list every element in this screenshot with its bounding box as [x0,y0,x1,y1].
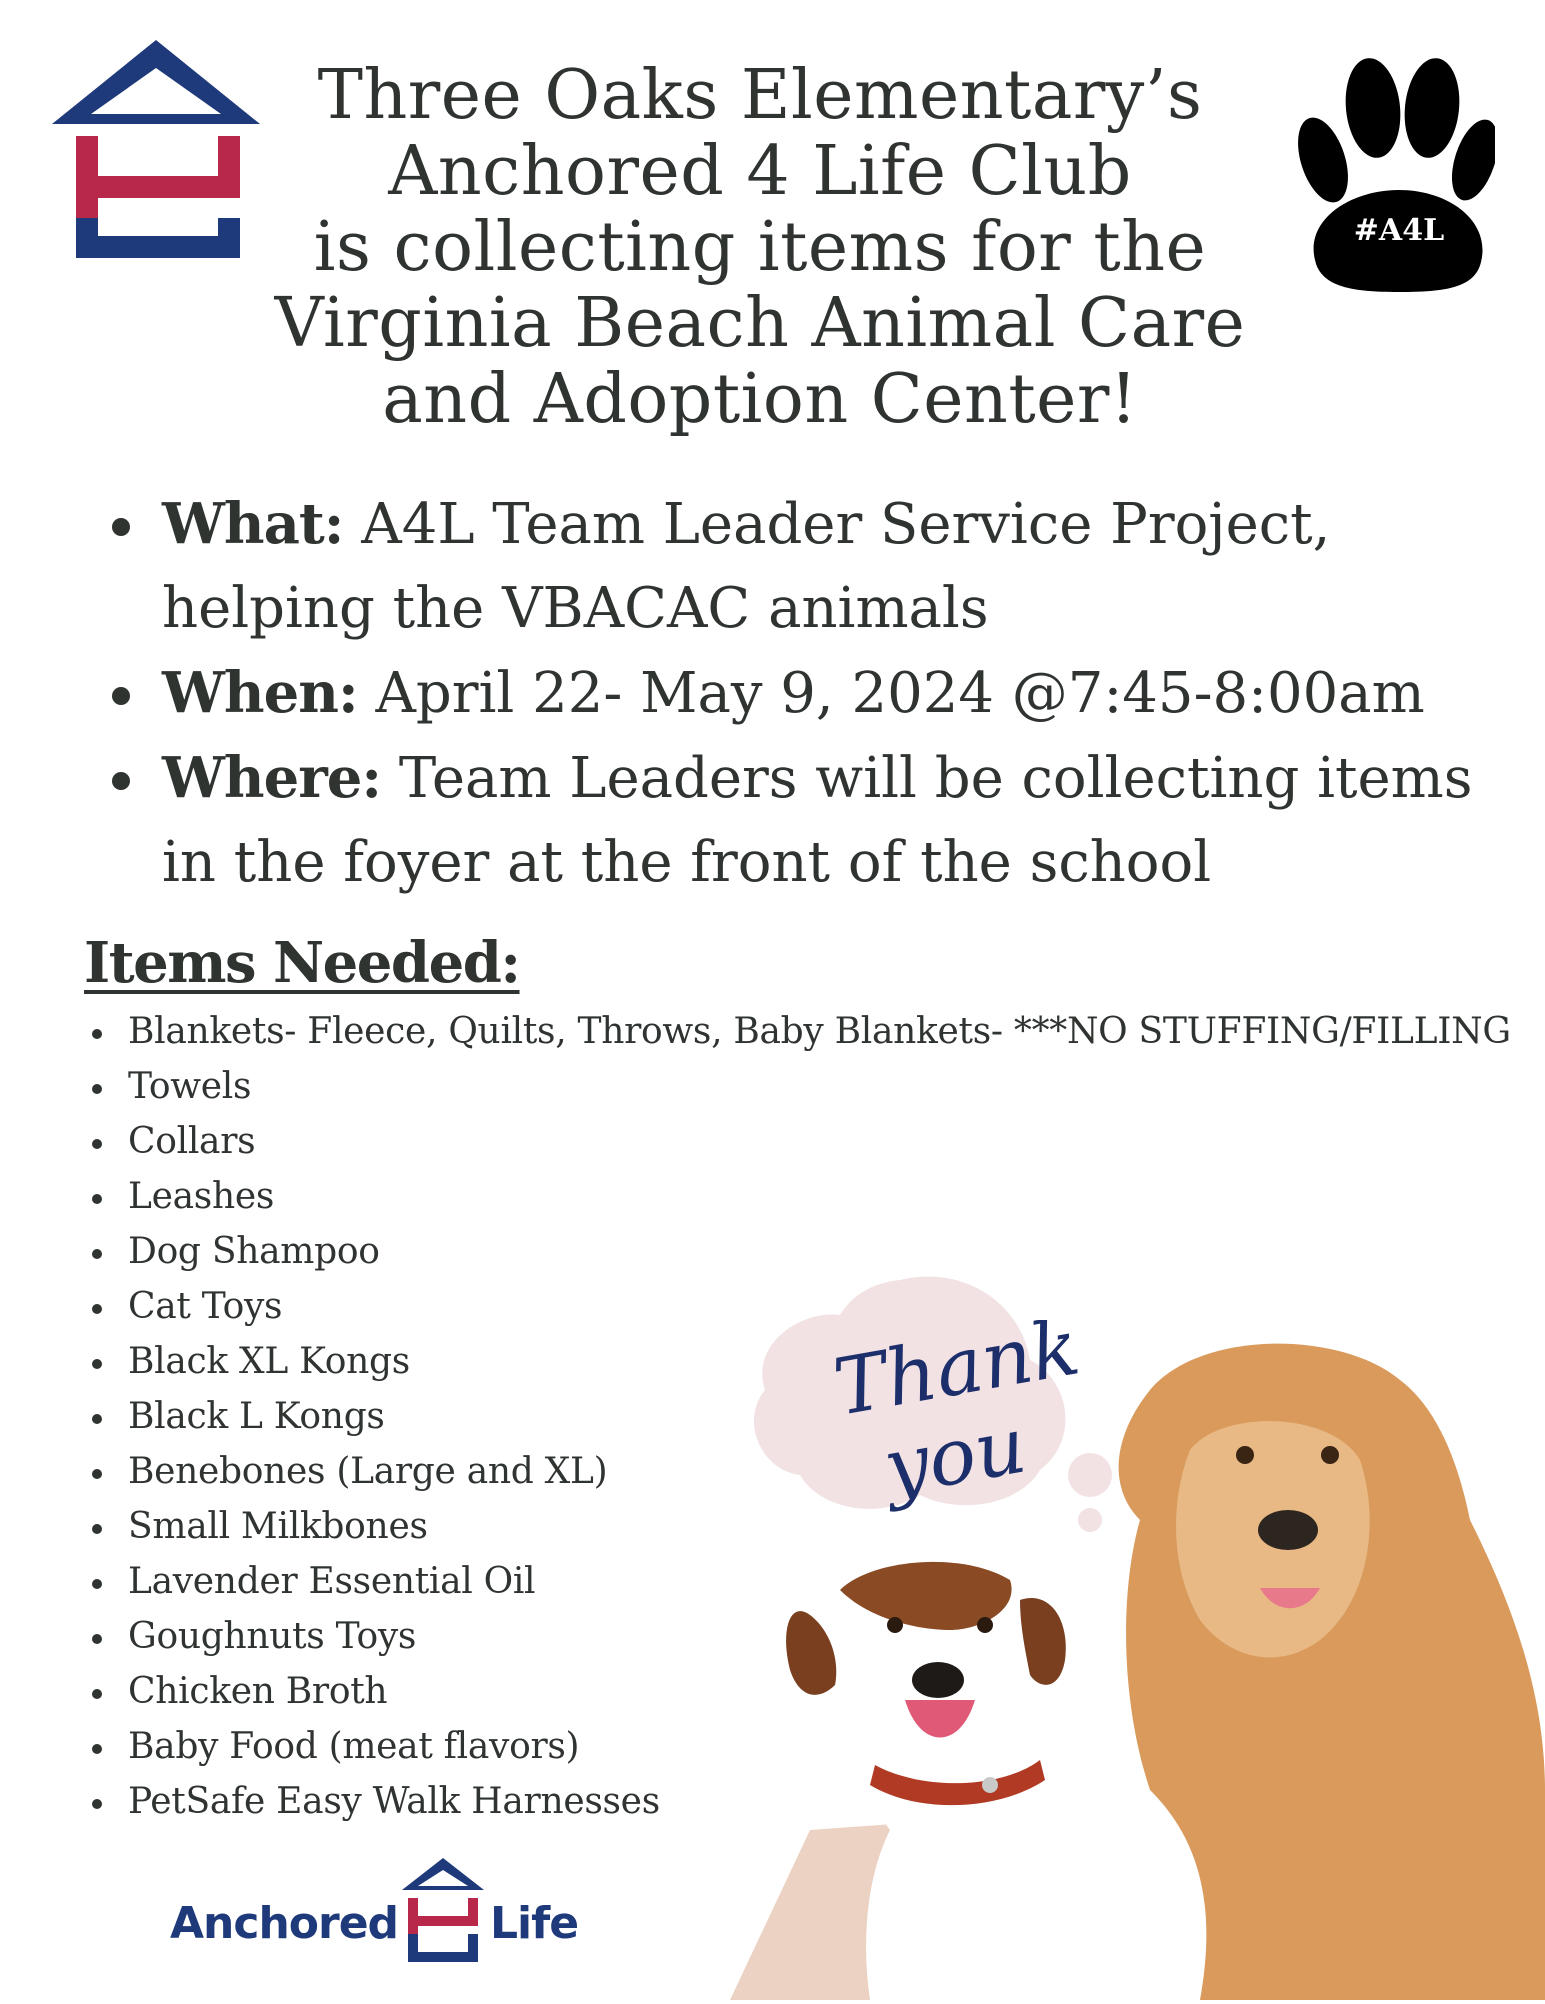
detail-label: When: [162,660,358,726]
detail-text: Team Leaders will be collecting items in the foyer at the front of the school [162,746,1473,895]
list-item: Benebones (Large and XL) [90,1444,1540,1499]
list-item: Leashes [90,1169,1540,1224]
list-item: Chicken Broth [90,1664,1540,1719]
list-item: PetSafe Easy Walk Harnesses [90,1774,1540,1829]
detail-text: A4L Team Leader Service Project, helping the VBACAC animals [162,492,1331,641]
items-needed-heading: Items Needed: [84,930,520,996]
list-item: Baby Food (meat flavors) [90,1719,1540,1774]
anchored-life-brand-logo [170,1858,590,1968]
title-line: Three Oaks Elementary’s [317,56,1203,135]
thank-you-line1: Thank [830,1320,1080,1434]
title-line: Anchored 4 Life Club [388,132,1132,211]
list-item: Dog Shampoo [90,1224,1540,1279]
list-item: Lavender Essential Oil [90,1554,1540,1609]
brand-right-text: Life [490,1898,579,1949]
list-item: Towels [90,1059,1540,1114]
page-title [270,58,1250,438]
title-line: Virginia Beach Animal Care [274,284,1246,363]
detail-label: What: [162,491,344,557]
thank-you-line2: you [877,1400,1033,1514]
paw-tag: #A4L [1353,213,1445,248]
thank-you-text [830,1320,1080,1560]
house-icon [402,1858,484,1966]
title-line: is collecting items for the [313,208,1207,287]
detail-what [108,482,1528,651]
detail-where [108,736,1528,905]
list-item: Small Milkbones [90,1499,1540,1554]
list-item: Collars [90,1114,1540,1169]
event-details-list [108,482,1528,905]
detail-label: Where: [162,745,382,811]
list-item: Black L Kongs [90,1389,1540,1444]
brand-left-text: Anchored [170,1898,399,1949]
list-item: Blankets- Fleece, Quilts, Throws, Baby Blankets- ***NO STUFFING/FILLING [90,1004,1540,1059]
paw-print-icon [1295,50,1495,300]
list-item: Cat Toys [90,1279,1540,1334]
detail-text: April 22- May 9, 2024 @7:45-8:00am [375,661,1425,726]
list-item: Black XL Kongs [90,1334,1540,1389]
title-line: and Adoption Center! [382,360,1138,439]
anchored-4-life-logo [46,40,266,260]
detail-when [108,651,1528,736]
list-item: Goughnuts Toys [90,1609,1540,1664]
